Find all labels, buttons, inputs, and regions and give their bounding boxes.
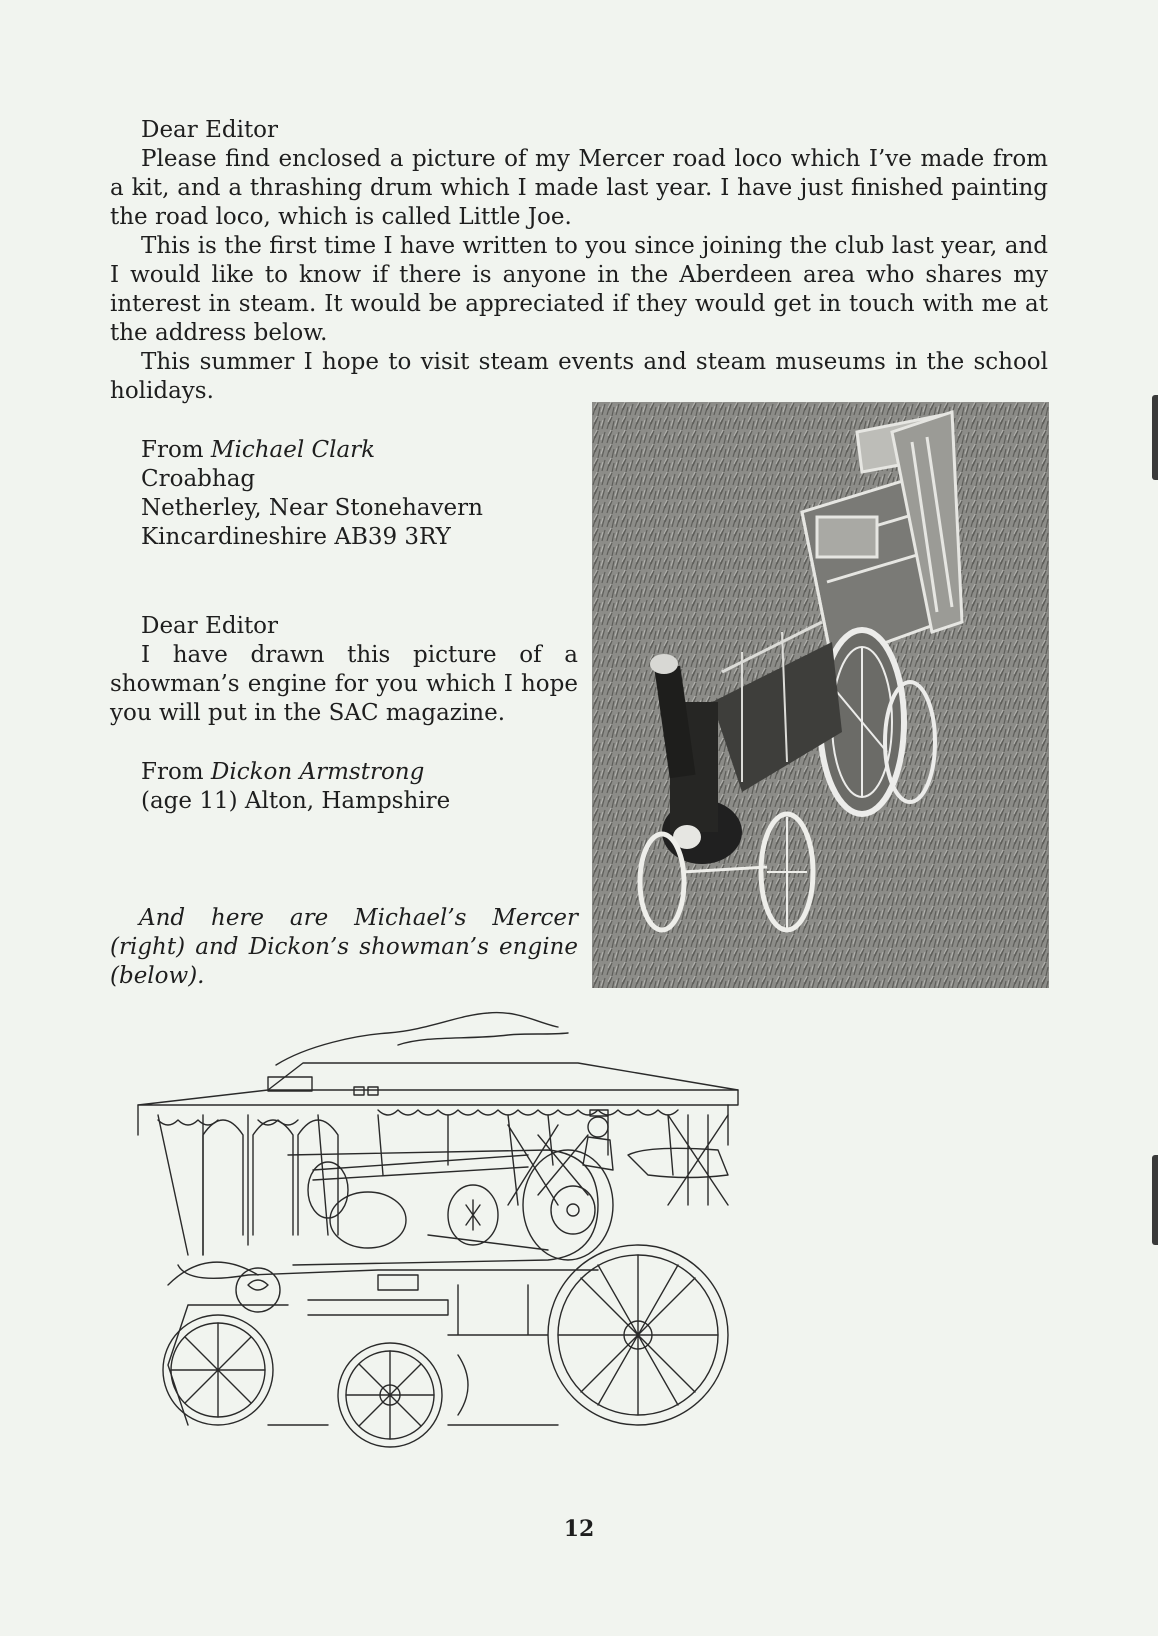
letter2-salutation: Dear Editor [141,613,279,639]
photo-svg [592,402,1049,988]
letter2-detail: (age 11) Alton, Hampshire [141,788,451,814]
letter1-address-line-2: Netherley, Near Stonehavern [141,495,483,521]
page-number: 12 [563,1516,595,1542]
smoke-lines [276,1013,558,1065]
wheel-rear-middle [338,1343,442,1447]
letter2-from-name: Dickon Armstrong [210,759,425,785]
drawing-svg [128,1005,788,1510]
binding-edge-mark [1152,395,1158,480]
letter1-address-line-1: Croabhag [141,466,256,492]
photo-caption: And here are Michael’s Mercer (right) and Dickon’s showman’s engine (below). [110,905,578,989]
letter2-from-line [141,758,450,787]
letter2-signature [141,758,450,816]
letter-michael-clark [110,116,1048,406]
letter2-from-prefix: From [141,759,211,785]
letter1-from-name: Michael Clark [210,437,376,463]
letter-dickon-armstrong [110,612,578,728]
letter1-paragraph-2: This is the first time I have written to you since joining the club last year, and I would like to know if there is anyone in the Aberdeen area who shares my interest in steam. It would be appreciated if they would get in touch with me at the address below. [110,233,1048,346]
canopy [138,1090,738,1105]
letter1-signature [141,436,483,552]
letter1-from-prefix: From [141,437,211,463]
letter1-paragraph-1: Please find enclosed a picture of my Mercer road loco which I’ve made from a kit, and a thrashing drum which I made last year. I have just finished painting the road loco, which is called Little Joe. [110,146,1048,230]
binding-edge-mark [1152,1155,1158,1245]
wheel-front-large [548,1245,728,1425]
letter1-paragraph-3: This summer I hope to visit steam events and steam museums in the school holidays. [110,349,1048,404]
letter1-from-line [141,436,483,465]
showmans-engine-drawing [128,1005,788,1510]
letter2-paragraph: I have drawn this picture of a showman’s engine for you which I hope you will put in the SAC magazine. [110,642,578,726]
mercer-road-loco-photo [592,402,1049,988]
letter1-address-line-3: Kincardineshire AB39 3RY [141,524,451,550]
letter1-salutation: Dear Editor [141,117,279,143]
wheel-rear-left [163,1315,273,1425]
